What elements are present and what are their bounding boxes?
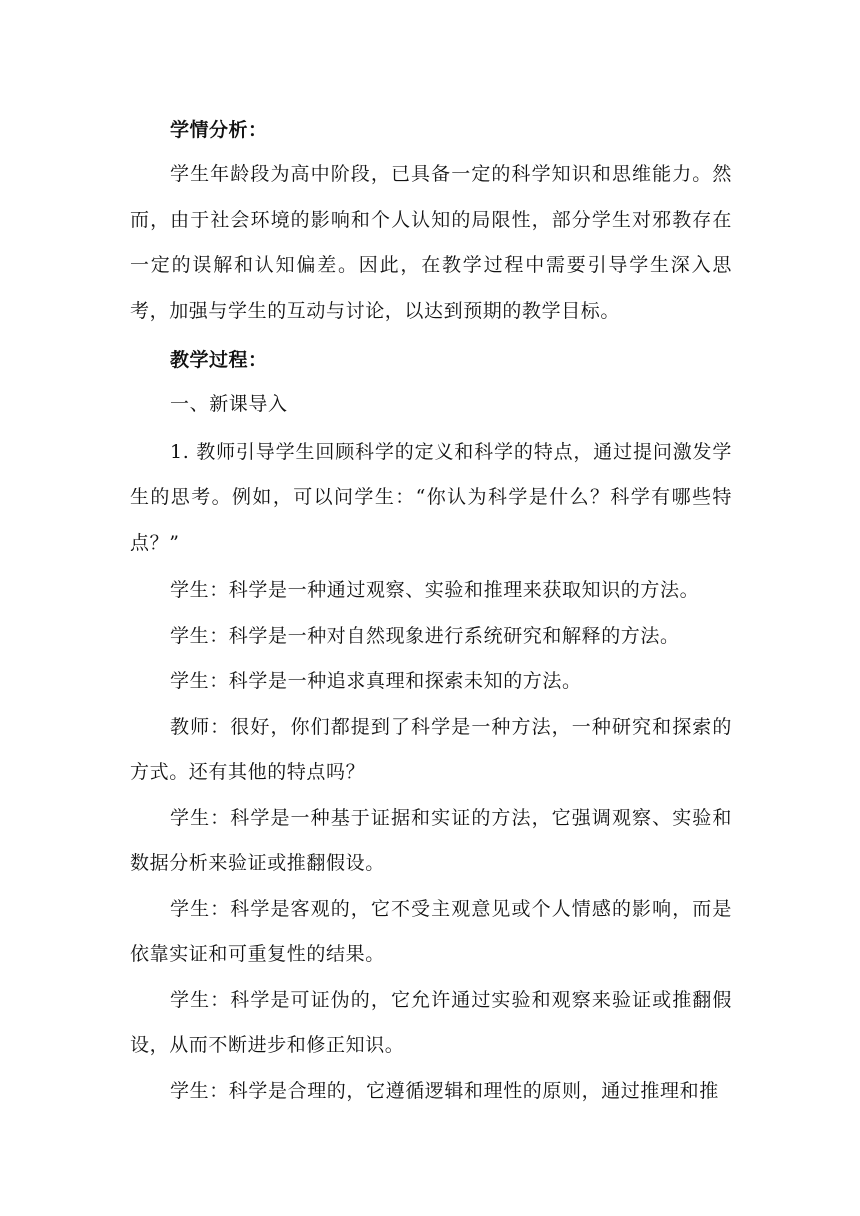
- section-heading-analysis: 学情分析：: [170, 119, 268, 141]
- subheading-intro: 一、新课导入: [170, 393, 288, 415]
- paragraph: 学生：科学是客观的，它不受主观意见或个人情感的影响，而是依靠实证和可重复性的结果。: [130, 897, 732, 965]
- paragraph: 学生：科学是一种通过观察、实验和推理来获取知识的方法。: [170, 579, 700, 601]
- paragraph: 学生：科学是一种基于证据和实证的方法，它强调观察、实验和数据分析来验证或推翻假设。: [130, 806, 732, 874]
- paragraph: 学生：科学是可证伪的，它允许通过实验和观察来验证或推翻假设，从而不断进步和修正知识。: [130, 988, 732, 1056]
- paragraph: 1. 教师引导学生回顾科学的定义和科学的特点，通过提问激发学生的思考。例如，可以问学生：“你认为科学是什么？科学有哪些特点？”: [130, 440, 732, 554]
- paragraph: 学生：科学是一种追求真理和探索未知的方法。: [170, 670, 582, 692]
- paragraph: 学生：科学是合理的，它遵循逻辑和理性的原则，通过推理和推: [170, 1079, 719, 1102]
- paragraph: 学生：科学是一种对自然现象进行系统研究和解释的方法。: [170, 624, 680, 647]
- document-page: [130, 108, 732, 1114]
- section-heading-process: 教学过程：: [170, 349, 268, 371]
- analysis-paragraph: 学生年龄段为高中阶段，已具备一定的科学知识和思维能力。然而，由于社会环境的影响和个人认知的局限性，部分学生对邪教存在一定的误解和认知偏差。因此，在教学过程中需要引导学生深入思考，加强与学生的互动与讨论，以达到预期的教学目标。: [130, 163, 732, 322]
- paragraph: 教师：很好，你们都提到了科学是一种方法，一种研究和探索的方式。还有其他的特点吗？: [130, 715, 732, 783]
